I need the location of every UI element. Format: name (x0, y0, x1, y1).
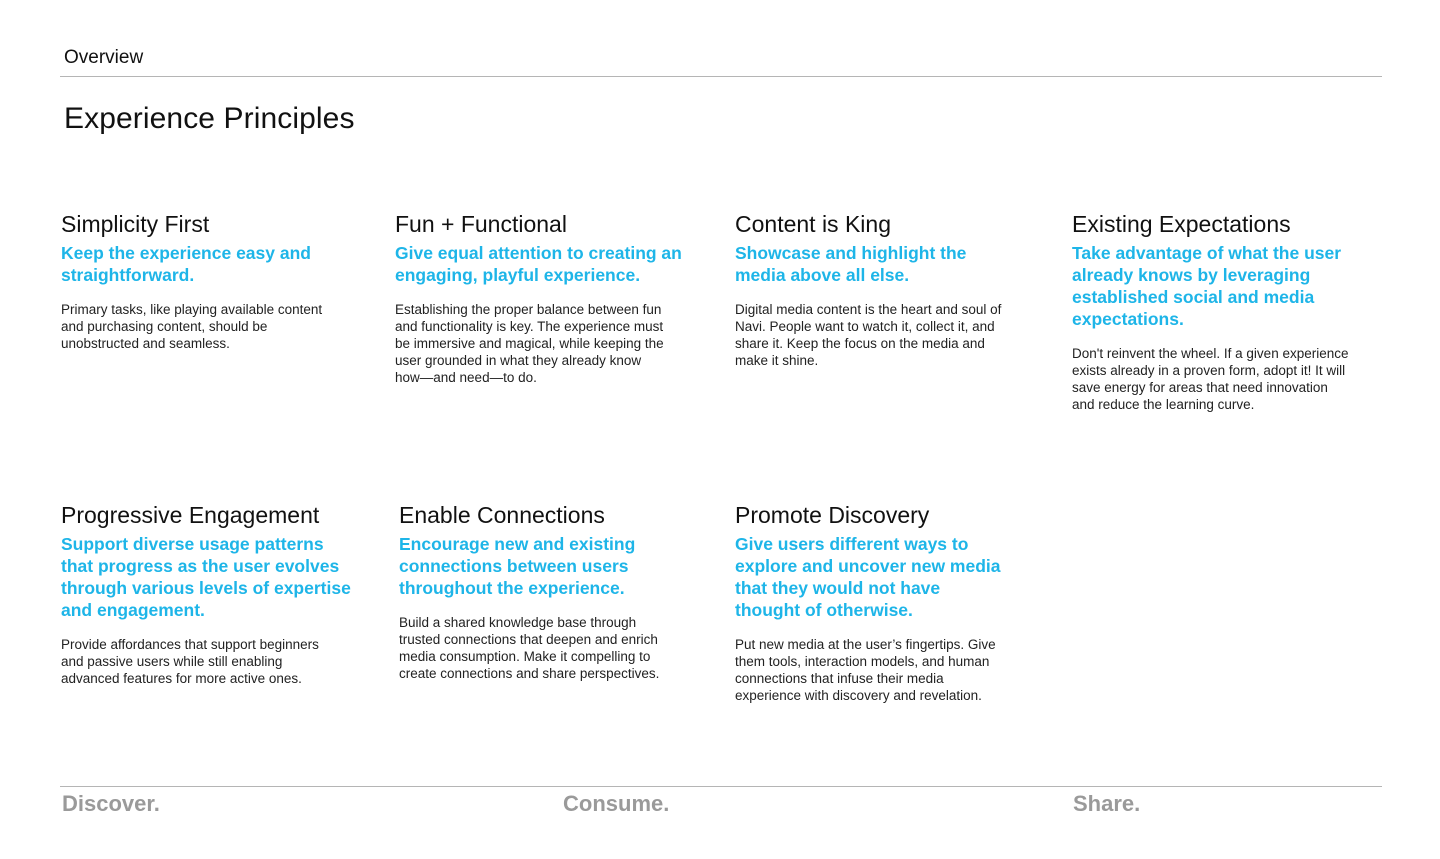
principle-title: Existing Expectations (1072, 211, 1291, 237)
page-title: Experience Principles (64, 102, 355, 135)
principle-progressive-engagement (61, 501, 361, 687)
principle-body: Provide affordances that support beginners and passive users while still enabling advanced features for more active ones. (61, 637, 319, 686)
principle-tagline: Give users different ways to explore and uncover new media that they would not have thought of otherwise. (735, 534, 1001, 620)
principle-body: Don't reinvent the wheel. If a given experience exists already in a proven form, adopt it! It will save energy for areas that need innovation and reduce the learning curve. (1072, 346, 1349, 412)
principle-enable-connections (399, 501, 699, 682)
principle-title: Fun + Functional (395, 211, 567, 237)
principle-title: Content is King (735, 211, 891, 237)
principle-title: Promote Discovery (735, 502, 930, 528)
principle-existing-expectations (1072, 210, 1372, 413)
principle-title: Enable Connections (399, 502, 605, 528)
principle-title: Progressive Engagement (61, 502, 320, 528)
principle-body: Put new media at the user’s fingertips. Give them tools, interaction models, and human connections that infuse their media experience with discovery and revelation. (735, 637, 996, 703)
principle-tagline: Support diverse usage patterns that progress as the user evolves through various levels of expertise and engagement. (61, 534, 351, 620)
top-divider (60, 76, 1382, 77)
principle-body: Digital media content is the heart and soul of Navi. People want to watch it, collect it, and share it. Keep the focus on the media and make it shine. (735, 302, 1002, 368)
bottom-divider (60, 786, 1382, 787)
section-label: Overview (64, 47, 144, 68)
principle-body: Establishing the proper balance between fun and functionality is key. The experience must be immersive and magical, while keeping the user grounded in what they already know how—and need—to do. (395, 302, 664, 385)
footer-discover: Discover. (62, 791, 160, 816)
principle-tagline: Showcase and highlight the media above all else. (735, 243, 967, 285)
principle-tagline: Encourage new and existing connections between users throughout the experience. (399, 534, 636, 598)
footer-consume: Consume. (563, 791, 670, 816)
principle-tagline: Keep the experience easy and straightforward. (61, 243, 311, 285)
principle-simplicity-first (61, 210, 351, 352)
principle-title: Simplicity First (61, 211, 210, 237)
principle-body: Primary tasks, like playing available content and purchasing content, should be unobstructed and seamless. (61, 302, 323, 351)
footer-share: Share. (1073, 791, 1141, 816)
principle-fun-functional (395, 210, 695, 386)
principle-tagline: Give equal attention to creating an engaging, playful experience. (395, 243, 682, 285)
principle-body: Build a shared knowledge base through trusted connections that deepen and enrich media consumption. Make it compelling to create connections and share perspectives. (399, 615, 660, 681)
principle-content-is-king (735, 210, 1035, 369)
principle-tagline: Take advantage of what the user already knows by leveraging established social and media expectations. (1072, 243, 1342, 329)
principle-promote-discovery (735, 501, 1035, 704)
